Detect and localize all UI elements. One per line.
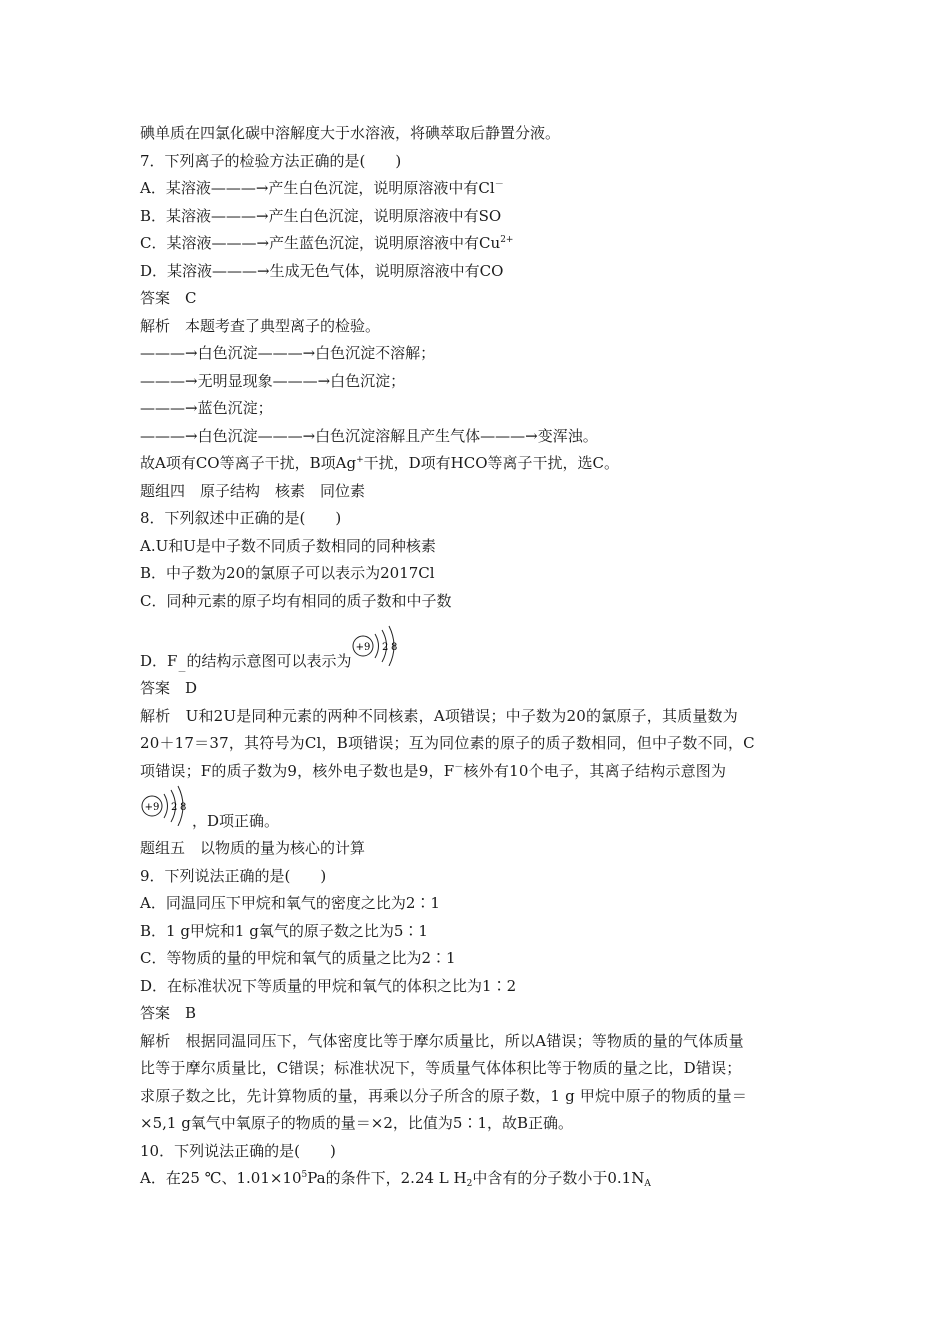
explanation-line: ———→白色沉淀———→白色沉淀溶解且产生气体———→变浑浊。	[140, 426, 598, 445]
explanation-line: 求原子数之比，先计算物质的量，再乘以分子所含的原子数，1 g 甲烷中原子的物质的量＝	[140, 1086, 748, 1105]
question-7: 7．下列离子的检验方法正确的是( )	[140, 151, 402, 170]
shell-2-label: 8	[391, 642, 398, 653]
option-9a: A．同温同压下甲烷和氧气的密度之比为2∶1	[140, 894, 440, 912]
text-line: 碘单质在四氯化碳中溶解度大于水溶液，将碘萃取后静置分液。	[140, 124, 561, 142]
answer-9: 答案 B	[140, 1004, 197, 1022]
explanation-line: ———→白色沉淀———→白色沉淀不溶解；	[140, 344, 436, 362]
shell-1-label: 2	[382, 642, 389, 653]
explanation-line: ×5,1 g氧气中氧原子的物质的量＝×2，比值为5∶1，故B正确。	[140, 1114, 574, 1132]
option-10a: A．在25 ℃、$1.01\times 10^5Pa$的条件下，2.24 L $H_2$中含有的分子数小于$0.1N_A$	[140, 1169, 651, 1189]
explanation-line: 项错误；F的质子数为9，核外电子数也是9，F－核外有10个电子，其离子结构示意图为	[140, 761, 727, 780]
section-heading-5: 题组五 以物质的量为核心的计算	[140, 839, 366, 857]
nucleus-label: +9	[144, 802, 160, 813]
option-9d: D．在标准状况下等质量的甲烷和氧气的体积之比为1∶2	[140, 976, 517, 995]
superscript: 5	[301, 1170, 308, 1180]
option-7b: B．某溶液———→产生白色沉淀，说明原溶液中有SO	[140, 206, 502, 225]
explanation-line: 故A项有CO等离子干扰，B项Ag+干扰，D项有HCO等离子干扰，选C。	[140, 454, 619, 472]
superscript: －	[454, 762, 464, 773]
superscript: －	[494, 180, 504, 190]
option-7c: C．某溶液———→产生蓝色沉淀，说明原溶液中有$Cu^{2+}$	[140, 234, 514, 252]
superscript: +	[356, 455, 364, 465]
explanation-8: 解析 U和2U是同种元素的两种不同核素，A项错误；中子数为20的氯原子，其质量数为	[140, 706, 738, 725]
question-9: 9．下列说法正确的是( )	[140, 866, 327, 885]
option-8c: C．同种元素的原子均有相同的质子数和中子数	[140, 591, 452, 610]
nucleus-label: +9	[356, 642, 371, 653]
atom-structure-diagram	[351, 622, 403, 673]
question-10: 10．下列说法正确的是( )	[140, 1141, 336, 1160]
option-9c: C．等物质的量的甲烷和氧气的质量之比为2∶1	[140, 949, 456, 967]
document-page	[140, 120, 820, 1193]
option-8d: D．F － 的结构示意图可以表示为 +9 2 8	[140, 615, 820, 675]
explanation-line: +9 2 8 ，D项正确。	[140, 785, 820, 835]
answer-8: 答案 D	[140, 679, 198, 697]
subscript: A	[644, 1179, 651, 1189]
explanation-line: ———→蓝色沉淀；	[140, 399, 273, 417]
option-7d: D．某溶液———→生成无色气体，说明原溶液中有CO	[140, 261, 504, 280]
section-heading-4: 题组四 原子结构 核素 同位素	[140, 481, 366, 500]
explanation-9: 解析 根据同温同压下，气体密度比等于摩尔质量比，所以A错误；等物质的量的气体质量	[140, 1031, 744, 1050]
shell-2-label: 8	[180, 802, 187, 813]
explanation-line: ———→无明显现象———→白色沉淀；	[140, 371, 406, 390]
shell-1-label: 2	[171, 802, 178, 813]
explanation-line: 20＋17＝37，其符号为Cl，B项错误；互为同位素的原子的质子数相同，但中子数不同，C	[140, 734, 755, 752]
option-7a: A．某溶液———→产生白色沉淀，说明原溶液中有Cl－	[140, 179, 504, 197]
question-8: 8．下列叙述中正确的是( )	[140, 509, 342, 527]
option-8b: B．中子数为20的氯原子可以表示为2017Cl	[140, 564, 435, 582]
answer-7: 答案 C	[140, 289, 197, 307]
subscript: 2	[466, 1179, 473, 1189]
superscript: 2+	[500, 235, 514, 245]
explanation-7: 解析 本题考查了典型离子的检验。	[140, 316, 381, 335]
option-8a: A.U和U是中子数不同质子数相同的同种核素	[140, 536, 436, 555]
ion-structure-diagram	[140, 782, 192, 833]
option-9b: B．1 g甲烷和1 g氧气的原子数之比为5∶1	[140, 921, 428, 940]
explanation-line: 比等于摩尔质量比，C错误；标准状况下，等质量气体体积比等于物质的量之比，D错误；	[140, 1059, 742, 1077]
